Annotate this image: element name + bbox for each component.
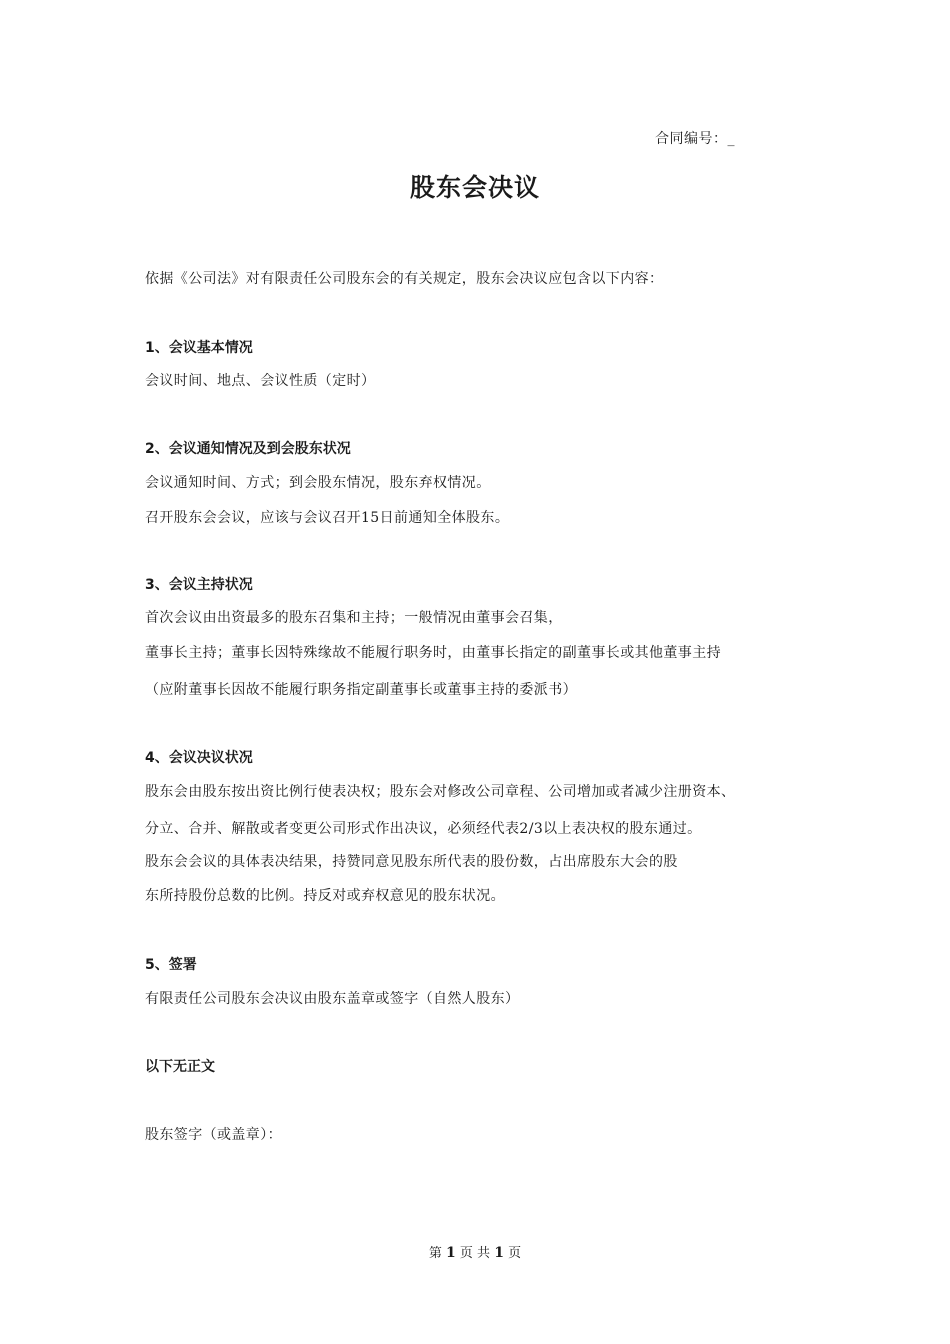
section-2-heading: 2、会议通知情况及到会股东状况 [145, 441, 351, 457]
section-4-line-3: 股东会会议的具体表决结果，持赞同意见股东所代表的股份数，占出席股东大会的股 [145, 854, 678, 870]
section-4-line-4: 东所持股份总数的比例。持反对或弃权意见的股东状况。 [145, 888, 505, 904]
section-4-line-1: 股东会由股东按出资比例行使表决权；股东会对修改公司章程、公司增加或者减少注册资本、 [145, 784, 736, 800]
footer-total-pages: 1 [494, 1245, 504, 1261]
footer-page-prefix: 第 [428, 1246, 442, 1261]
section-3-line-1: 首次会议由出资最多的股东召集和主持；一般情况由董事会召集， [145, 610, 563, 626]
footer-page-suffix: 页 [508, 1246, 522, 1261]
section-2-line-2: 召开股东会会议，应该与会议召开15日前通知全体股东。 [145, 510, 510, 526]
section-3-line-3: （应附董事长因故不能履行职务指定副董事长或董事主持的委派书） [145, 682, 577, 698]
section-3-line-2: 董事长主持；董事长因特殊缘故不能履行职务时，由董事长指定的副董事长或其他董事主持 [145, 645, 721, 661]
section-5-heading: 5、签署 [145, 957, 197, 973]
section-1-heading: 1、会议基本情况 [145, 340, 253, 356]
section-3-heading: 3、会议主持状况 [145, 577, 253, 593]
document-title: 股东会决议 [409, 173, 540, 202]
end-note: 以下无正文 [145, 1059, 215, 1075]
signature-label: 股东签字（或盖章）： [145, 1127, 282, 1143]
page-footer [0, 1242, 950, 1261]
intro-paragraph: 依据《公司法》对有限责任公司股东会的有关规定，股东会决议应包含以下内容： [145, 271, 664, 287]
section-2-line-1: 会议通知时间、方式；到会股东情况，股东弃权情况。 [145, 475, 491, 491]
footer-page-mid: 页 共 [459, 1246, 491, 1261]
footer-current-page: 1 [446, 1245, 456, 1261]
section-4-line-2: 分立、合并、解散或者变更公司形式作出决议，必须经代表2/3以上表决权的股东通过。 [145, 821, 702, 837]
section-1-line-1: 会议时间、地点、会议性质（定时） [145, 373, 376, 389]
section-4-heading: 4、会议决议状况 [145, 750, 253, 766]
section-5-line-1: 有限责任公司股东会决议由股东盖章或签字（自然人股东） [145, 991, 520, 1007]
contract-number-label: 合同编号：_ [655, 131, 735, 147]
